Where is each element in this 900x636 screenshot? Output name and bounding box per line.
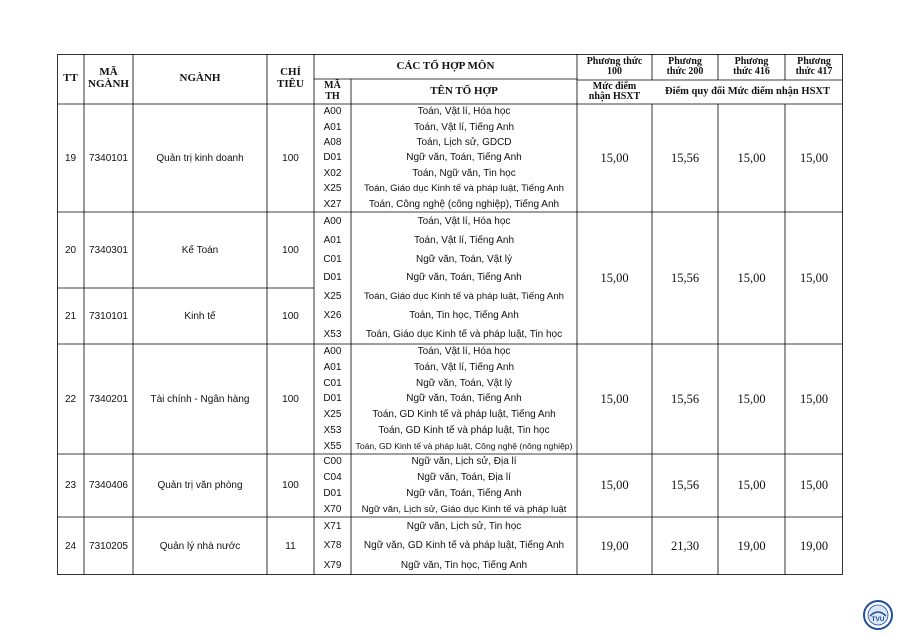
header-pt416-line1: Phương: [734, 55, 769, 67]
combo-name: Ngữ văn, GD Kinh tế và pháp luật, Tiếng Anh: [363, 540, 565, 552]
combo-code: X25: [323, 409, 342, 421]
header-muc-diem-line1: Mức điểm: [592, 80, 637, 92]
row-chi-tieu: 100: [282, 310, 299, 322]
score-pt200: 15,56: [670, 478, 700, 492]
combo-name: Toán, Vật lí, Tiếng Anh: [413, 362, 515, 374]
score-pt416: 15,00: [737, 270, 766, 285]
header-pt100: [577, 54, 652, 80]
score-pt416: 15,00: [737, 478, 766, 492]
combo-name: Ngữ văn, Toán, Vật lý: [415, 253, 512, 265]
score-pt200: 21,30: [670, 538, 700, 553]
combo-code: X70: [323, 503, 342, 515]
header-ma-th-line1: MÃ: [324, 80, 341, 91]
row-ma-nganh: 7340406: [89, 480, 128, 491]
row-chi-tieu: 100: [282, 244, 299, 256]
score-pt100: 15,00: [600, 270, 629, 285]
row-ma-nganh: 7340301: [89, 244, 128, 256]
row-ma-nganh: 7310101: [89, 310, 128, 322]
header-ma-nganh: [84, 54, 133, 104]
row-chi-tieu: 100: [282, 152, 299, 164]
combo-name: Ngữ văn, Lịch sử, Giáo dục Kinh tế và pháp luật: [361, 503, 567, 515]
combo-name: Ngữ văn, Lịch sử, Địa lí: [411, 456, 517, 468]
combo-code: A01: [323, 362, 342, 374]
score-pt200: 15,56: [670, 391, 700, 406]
combo-code: C04: [323, 472, 342, 484]
header-pt416: [718, 54, 785, 80]
row-ma-nganh: 7340101: [89, 152, 128, 164]
header-pt200-line2: thức 200: [666, 66, 704, 77]
combo-name: Toán, Vật lí, Hóa học: [417, 215, 511, 227]
row-nganh: Kinh tế: [184, 310, 216, 322]
header-ten-to-hop: TÊN TỔ HỢP: [430, 84, 498, 97]
combo-code: D01: [323, 393, 342, 405]
score-pt100: 15,00: [600, 391, 629, 406]
header-nganh: NGÀNH: [179, 72, 221, 85]
row-chi-tieu: 100: [282, 393, 299, 405]
combo-name: Ngữ văn, Tin học, Tiếng Anh: [400, 559, 528, 571]
score-pt200: 15,56: [670, 270, 700, 285]
row-tt: 19: [64, 152, 77, 164]
row-tt: 24: [64, 540, 77, 552]
combo-code: X27: [323, 198, 342, 210]
combo-name: Toán, Lịch sử, GDCD: [416, 137, 512, 149]
combo-name: Toán, Vật lí, Hóa học: [417, 106, 511, 118]
combo-code: X55: [323, 440, 342, 452]
combo-name: Toán, Giáo dục Kinh tế và pháp luật, Tiếng Anh: [363, 183, 564, 195]
score-pt100: 15,00: [600, 478, 629, 492]
header-tt: TT: [63, 72, 78, 85]
header-ma-nganh-line2: NGÀNH: [88, 78, 129, 90]
header-ma-nganh-line1: MÃ: [99, 66, 118, 79]
header-ma-th-line2: TH: [325, 90, 340, 102]
combo-name: Ngữ văn, Toán, Tiếng Anh: [406, 152, 522, 164]
combo-name: Toán, Vật lí, Hóa học: [417, 346, 511, 358]
header-chi-tieu: [267, 54, 314, 104]
row-chi-tieu: 100: [282, 480, 299, 491]
combo-name: Toán, Vật lí, Tiếng Anh: [413, 121, 515, 133]
score-pt100: 15,00: [600, 150, 629, 165]
combo-name: Toán, Công nghệ (công nghiệp), Tiếng Anh: [368, 198, 560, 210]
combo-code: X78: [323, 540, 342, 552]
combo-code: X71: [323, 521, 342, 533]
header-chi-tieu-line2: TIÊU: [277, 78, 304, 90]
combo-code: X25: [323, 291, 342, 303]
score-pt200: 15,56: [670, 150, 700, 165]
header-pt200-line1: Phương: [668, 55, 702, 67]
combo-code: X79: [323, 559, 342, 571]
header-pt100-line2: 100: [607, 66, 622, 77]
combo-name: Toán, GD Kinh tế và pháp luật, Công nghệ (nông nghiệp): [355, 441, 573, 452]
score-pt416: 15,00: [737, 391, 766, 406]
row-nganh: Quản trị kinh doanh: [156, 152, 244, 164]
header-pt100-line1: Phương thức: [586, 55, 643, 67]
score-pt417: 15,00: [799, 150, 829, 165]
combo-code: C01: [323, 253, 342, 265]
score-pt416: 15,00: [737, 150, 766, 165]
header-muc-diem-line2: nhận HSXT: [588, 91, 641, 102]
combo-name: Toán, Giáo dục Kinh tế và pháp luật, Tiếng Anh: [363, 291, 564, 303]
row-tt: 23: [64, 480, 77, 491]
combo-name: Ngữ văn, Toán, Địa lí: [417, 472, 511, 484]
combo-name: Ngữ văn, Toán, Tiếng Anh: [406, 272, 522, 284]
combo-code: X26: [323, 310, 342, 322]
score-pt417: 19,00: [799, 538, 829, 553]
combo-code: C01: [323, 377, 342, 389]
row-tt: 20: [64, 244, 77, 256]
combo-code: D01: [323, 152, 342, 164]
combo-name: Toán, GD Kinh tế và pháp luật, Tin học: [378, 424, 550, 436]
header-pt200: [652, 54, 718, 80]
header-pt417: [785, 54, 843, 80]
combo-name: Ngữ văn, Toán, Tiếng Anh: [406, 393, 522, 405]
university-seal-icon: [863, 600, 893, 630]
combo-code: A01: [323, 234, 342, 246]
header-muc-diem: [577, 80, 652, 104]
row-ma-nganh: 7340201: [89, 393, 128, 405]
header-cac-to-hop: CÁC TỔ HỢP MÔN: [396, 59, 495, 72]
combo-name: Toán, Tin học, Tiếng Anh: [409, 310, 519, 322]
combo-code: X25: [323, 183, 342, 195]
combo-code: X53: [323, 329, 342, 341]
combo-name: Toán, Ngữ văn, Tin học: [412, 167, 516, 179]
combo-code: A00: [323, 215, 342, 227]
combo-name: Ngữ văn, Lịch sử, Tin học: [406, 521, 522, 533]
header-pt417-line2: thức 417: [795, 66, 833, 77]
combo-code: X02: [323, 167, 342, 179]
combo-code: A01: [323, 121, 342, 133]
header-chi-tieu-line1: CHỈ: [280, 66, 301, 79]
header-ma-th: [314, 79, 351, 104]
score-pt417: 15,00: [799, 391, 829, 406]
row-nganh: Tài chính - Ngân hàng: [150, 393, 250, 405]
row-ma-nganh: 7310205: [89, 540, 128, 552]
row-nganh: Quản lý nhà nước: [159, 540, 241, 552]
combo-name: Toán, GD Kinh tế và pháp luật, Tiếng Anh: [372, 409, 556, 421]
row-tt: 21: [64, 310, 77, 322]
combo-name: Toán, Giáo dục Kinh tế và pháp luật, Tin học: [365, 329, 563, 341]
combo-code: D01: [323, 272, 342, 284]
score-pt417: 15,00: [799, 478, 829, 492]
row-chi-tieu: 11: [285, 540, 296, 552]
combo-code: A08: [323, 137, 342, 149]
row-nganh: Quản trị văn phòng: [157, 480, 243, 491]
row-nganh: Kế Toán: [181, 244, 219, 256]
combo-name: Ngữ văn, Toán, Vật lý: [415, 377, 512, 389]
combo-code: C00: [323, 456, 342, 468]
combo-name: Toán, Vật lí, Tiếng Anh: [413, 234, 515, 246]
row-tt: 22: [64, 393, 77, 405]
logo-text: TVU: [871, 616, 885, 623]
score-pt100: 19,00: [600, 538, 629, 553]
score-pt416: 19,00: [737, 538, 766, 553]
combo-code: A00: [323, 106, 342, 118]
header-pt417-line1: Phương: [797, 55, 831, 67]
header-pt416-line2: thức 416: [733, 66, 770, 77]
combo-code: X53: [323, 424, 342, 436]
score-pt417: 15,00: [799, 270, 829, 285]
header-diem-quy-doi: Điểm quy đổi Mức điểm nhận HSXT: [665, 86, 830, 98]
combo-name: Ngữ văn, Toán, Tiếng Anh: [406, 487, 522, 499]
combo-code: A00: [323, 346, 342, 358]
combo-code: D01: [323, 487, 342, 499]
